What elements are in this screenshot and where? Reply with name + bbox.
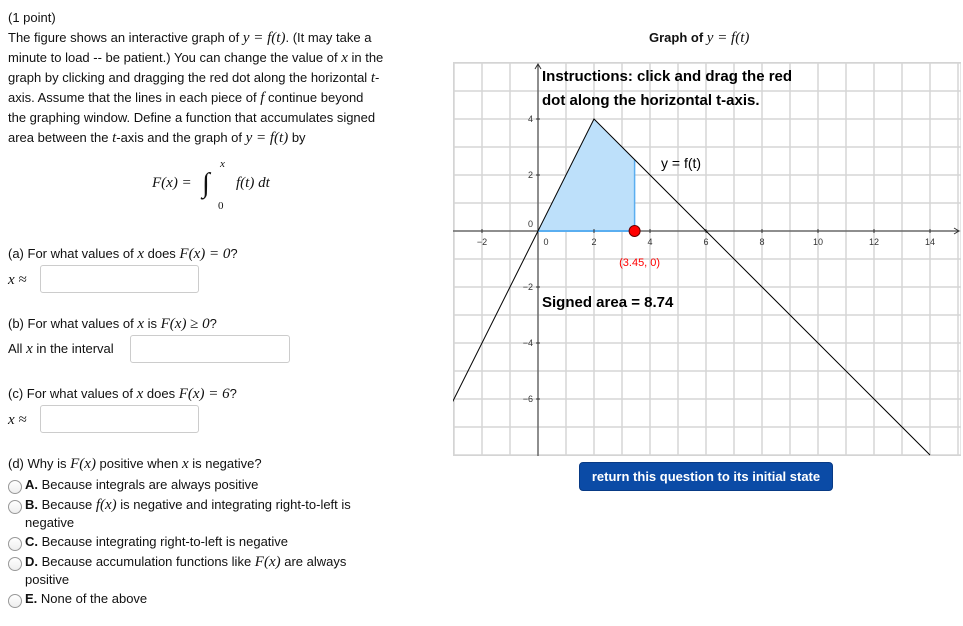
graph-instructions: dot along the horizontal t-axis. [542, 92, 760, 109]
text-segment: - [374, 70, 380, 85]
math-expression: f(x) [95, 497, 117, 513]
math-expression: y = f(t) [242, 30, 286, 46]
option-text [25, 591, 147, 606]
option-text [25, 497, 351, 514]
x-tick-label: 6 [703, 237, 709, 247]
text-segment: in the [347, 50, 384, 65]
curve-label: y = f(t) [661, 155, 702, 171]
text-segment: graph by clicking and dragging the red dot along the horizontal [8, 70, 371, 85]
y-tick-label: 4 [527, 114, 533, 124]
math-expression: x [137, 316, 144, 332]
text-segment: -axis and the graph of [116, 130, 246, 145]
radio-option-d[interactable] [8, 557, 22, 571]
text-segment: ? [229, 386, 237, 401]
points-label: (1 point) [8, 10, 56, 25]
x-tick-label: 10 [812, 237, 824, 247]
text-segment: (c) For what values of [8, 386, 137, 401]
formula [152, 158, 292, 212]
problem-text-line [8, 130, 306, 147]
text-segment: (a) For what values of [8, 246, 138, 261]
option-letter: A. [25, 477, 38, 492]
formula-lhs: F(x) = [152, 175, 192, 191]
math-expression: t [112, 130, 117, 146]
option-text [25, 572, 69, 587]
radio-option-c[interactable] [8, 537, 22, 551]
answer-b-label [8, 341, 114, 358]
interactive-graph[interactable] [453, 62, 961, 456]
math-expression: F(x) [254, 554, 281, 570]
text-segment: (d) Why is [8, 456, 71, 471]
x-tick-label: 8 [759, 237, 765, 247]
text-segment: continue beyond [264, 90, 364, 105]
x-tick-label: 12 [868, 237, 880, 247]
text-segment: Because integrating right-to-left is negative [38, 534, 289, 549]
problem-text-line [8, 50, 383, 67]
text-segment: area between the [8, 130, 113, 145]
point-coordinate-label: (3.45, 0) [619, 257, 661, 269]
option-letter: E. [25, 591, 38, 606]
text-segment: All [8, 341, 27, 356]
answer-c-label: x ≈ [8, 412, 27, 428]
text-segment: . (It may take a [285, 30, 372, 45]
text-segment: is negative and integrating right-to-left is [116, 497, 351, 512]
x-tick-label: 4 [647, 237, 653, 247]
text-segment: positive when [95, 456, 182, 471]
text-segment: Because integrals are always positive [38, 477, 259, 492]
draggable-red-dot[interactable] [629, 226, 640, 237]
integral-upper: x [220, 158, 225, 170]
text-segment: are always [280, 554, 347, 569]
text-segment: is [144, 316, 161, 331]
question-c [8, 386, 237, 403]
text-segment: is negative? [188, 456, 262, 471]
problem-text-line [8, 110, 375, 125]
math-expression: F(x) ≥ 0 [160, 316, 210, 332]
math-expression: x [341, 50, 348, 66]
problem-text-line [8, 90, 363, 107]
radio-option-b[interactable] [8, 500, 22, 514]
answer-a-label: x ≈ [8, 272, 27, 288]
answer-a-input[interactable] [40, 265, 199, 293]
x-tick-label: −2 [476, 237, 488, 247]
answer-b-input[interactable] [130, 335, 290, 363]
option-letter: C. [25, 534, 38, 549]
y-tick-label: −2 [522, 282, 533, 292]
problem-text-line [8, 70, 379, 87]
text-segment: Because [38, 497, 96, 512]
integral-sign: ∫ [202, 168, 210, 199]
integrand: f(t) dt [236, 175, 270, 191]
reset-question-button[interactable]: return this question to its initial state [579, 462, 833, 491]
graph-title [649, 30, 749, 47]
option-text [25, 515, 74, 530]
x-tick-label: 14 [924, 237, 936, 247]
text-segment: by [288, 130, 306, 145]
option-letter: D. [25, 554, 38, 569]
text-segment: axis. Assume that the lines in each piece of [8, 90, 261, 105]
math-expression: x [136, 386, 144, 402]
text-segment: ? [209, 316, 217, 331]
integral-lower: 0 [218, 200, 224, 212]
math-expression: F(x) [70, 456, 96, 472]
text-segment: None of the above [37, 591, 148, 606]
math-expression: t [370, 70, 375, 86]
text-segment: does [143, 386, 179, 401]
y-tick-label: −4 [522, 338, 533, 348]
text-segment: (b) For what values of [8, 316, 138, 331]
option-text [25, 534, 288, 549]
question-d [8, 456, 262, 473]
option-text [25, 554, 346, 571]
text-segment: The figure shows an interactive graph of [8, 30, 243, 45]
text-segment: Because accumulation functions like [38, 554, 255, 569]
option-text [25, 477, 258, 492]
text-segment: positive [25, 572, 70, 587]
question-a [8, 246, 238, 263]
math-expression: F(x) = 6 [178, 386, 230, 402]
math-expression: x [26, 341, 33, 357]
graph-instructions: Instructions: click and drag the red [542, 68, 793, 85]
math-expression: x [181, 456, 189, 472]
math-expression: F(x) = 0 [179, 246, 231, 262]
problem-text-line [8, 30, 371, 47]
option-letter: B. [25, 497, 38, 512]
x-tick-label: 2 [591, 237, 597, 247]
y-tick-label: 0 [527, 219, 533, 229]
math-expression: y = f(t) [245, 130, 289, 146]
graph-title-math: y = f(t) [706, 30, 750, 46]
radio-option-e[interactable] [8, 594, 22, 608]
y-tick-label: −6 [522, 394, 533, 404]
math-expression: x [137, 246, 144, 262]
question-b [8, 316, 217, 333]
y-tick-label: 2 [527, 170, 533, 180]
text-segment: the graphing window. Define a function that accumulates signed [8, 110, 376, 125]
text-segment: minute to load -- be patient.) You can change the value of [8, 50, 342, 65]
radio-option-a[interactable] [8, 480, 22, 494]
answer-c-input[interactable] [40, 405, 199, 433]
x-tick-label: 0 [543, 237, 549, 247]
signed-area-label: Signed area = 8.74 [542, 294, 674, 311]
graph-title-text: Graph of [649, 30, 707, 45]
text-segment: does [144, 246, 180, 261]
text-segment: in the interval [32, 341, 114, 356]
text-segment: ? [230, 246, 238, 261]
text-segment: negative [25, 515, 75, 530]
math-expression: f [260, 90, 265, 106]
